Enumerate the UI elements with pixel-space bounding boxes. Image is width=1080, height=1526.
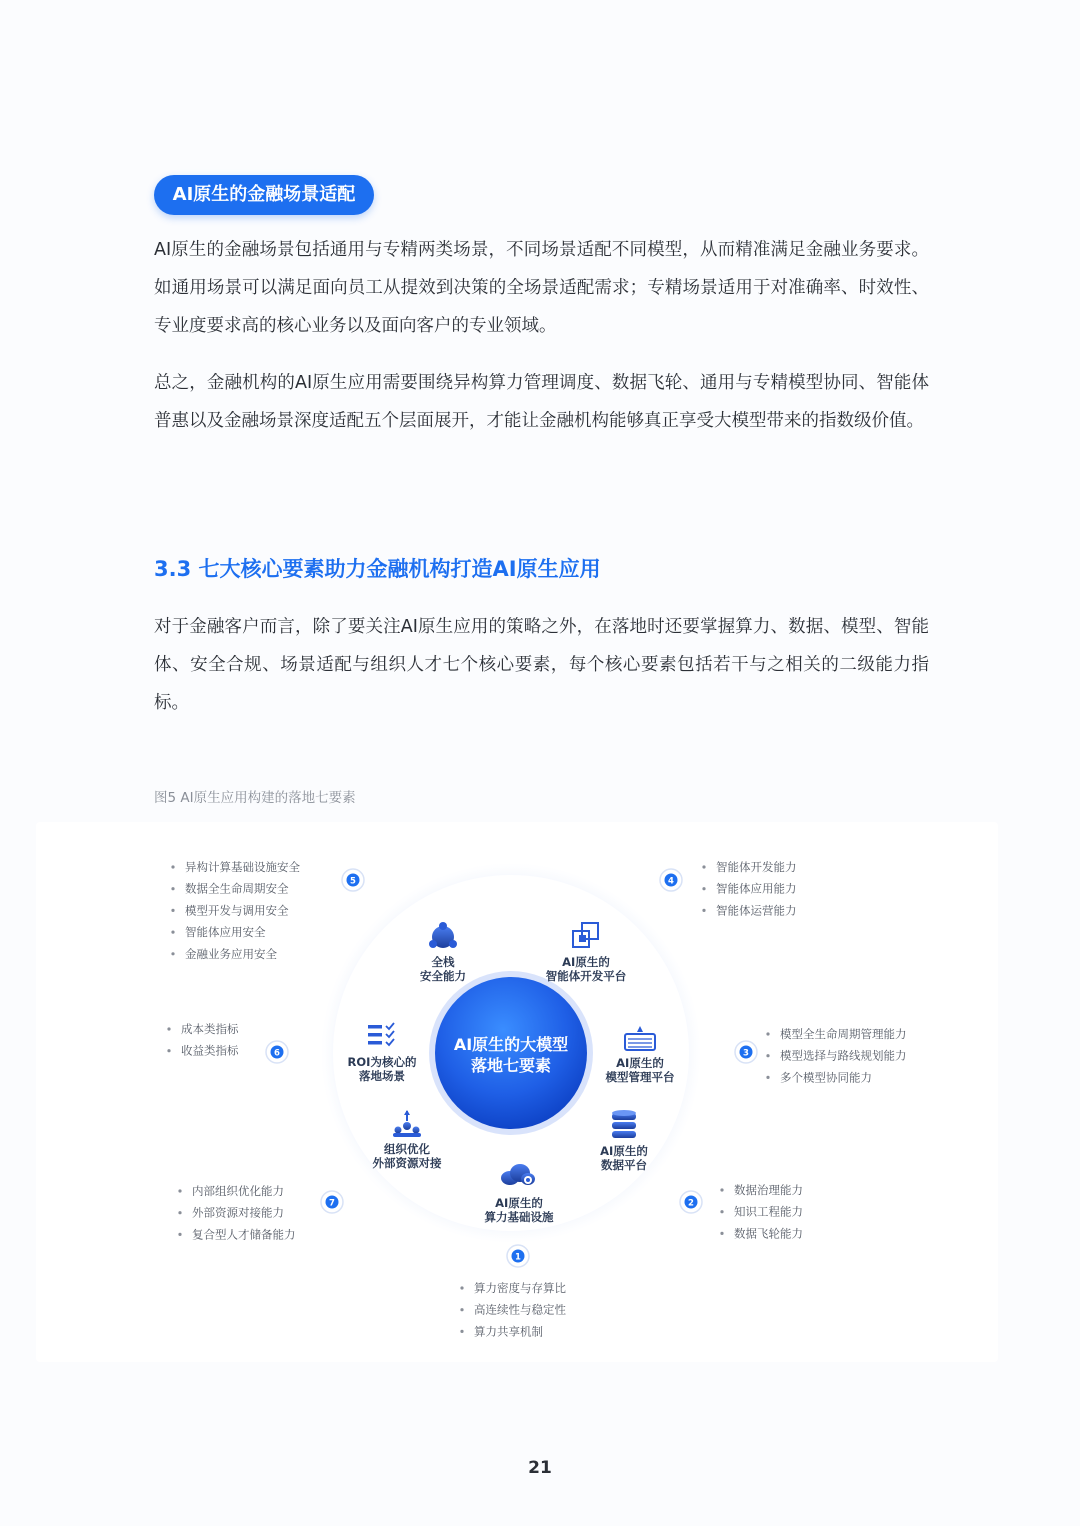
element-4-item: 智能体应用能力 [716,881,797,896]
element-7-badge-number: 7 [329,1198,335,1209]
element-1-item: 算力共享机制 [474,1324,543,1339]
element-2-item: 数据治理能力 [734,1183,803,1197]
bullet-dot [702,909,705,912]
bullet-dot [178,1233,181,1236]
bullet-dot [178,1211,181,1214]
element-5-item: 智能体应用安全 [185,925,266,940]
center-subtitle: 落地七要素 [470,1056,552,1075]
bullet-dot [766,1032,769,1035]
bullet-dot [720,1232,723,1235]
bullet-dot [171,887,174,890]
element-6-label-line1: ROI为核心的 [347,1055,417,1069]
bullet-dot [460,1330,463,1333]
element-4-label-line1: AI原生的 [562,955,610,969]
element-3-item: 多个模型协同能力 [780,1070,872,1085]
element-4-label-line2: 智能体开发平台 [545,969,627,983]
element-6-label-line2: 落地场景 [359,1069,405,1083]
bullet-dot [171,931,174,934]
element-3-label-line1: AI原生的 [616,1056,664,1070]
element-5-badge-number: 5 [350,876,356,887]
element-1-item: 算力密度与存算比 [474,1281,566,1295]
element-2-label-line2: 数据平台 [601,1158,647,1172]
bullet-dot [702,865,705,868]
page-number: 21 [528,1458,552,1478]
paragraph-core-elements: 对于金融客户而言，除了要关注AI原生应用的策略之外，在落地时还要掌握算力、数据、模型、智能体、安全合规、场景适配与组织人才七个核心要素，每个核心要素包括若干与之相关的二级能力指标。 [154,617,929,713]
bullet-dot [720,1188,723,1191]
element-7-item: 复合型人才储备能力 [192,1227,296,1242]
database-icon [612,1110,636,1138]
element-5-item: 金融业务应用安全 [185,946,277,961]
element-5-label-line2: 安全能力 [420,969,466,983]
element-3-label-line2: 模型管理平台 [605,1070,675,1084]
element-5-item: 数据全生命周期安全 [185,881,289,896]
element-7-item: 内部组织优化能力 [192,1184,284,1198]
bullet-dot [460,1286,463,1289]
element-6-badge-number: 6 [274,1048,280,1059]
bullet-dot [171,865,174,868]
element-2-label-line1: AI原生的 [600,1144,648,1158]
element-5-item: 异构计算基础设施安全 [185,860,300,874]
bullet-dot [167,1049,170,1052]
element-4-item: 智能体开发能力 [716,860,797,874]
section-heading: 3.3 七大核心要素助力金融机构打造AI原生应用 [154,557,601,581]
element-3-item: 模型选择与路线规划能力 [780,1048,907,1063]
element-4-item: 智能体运营能力 [716,903,797,918]
section-pill: AI原生的金融场景适配 [154,175,374,215]
element-6-item: 成本类指标 [181,1022,239,1036]
bullet-dot [766,1054,769,1057]
bullet-dot [171,909,174,912]
bullet-dot [167,1027,170,1030]
bullet-dot [702,887,705,890]
bullet-dot [460,1308,463,1311]
element-4-badge-number: 4 [668,876,674,887]
center-title: AI原生的大模型 [453,1035,569,1054]
bullet-dot [171,952,174,955]
element-3-badge-number: 3 [743,1048,749,1059]
element-7-label-line1: 组织优化 [384,1142,430,1156]
bullet-dot [720,1210,723,1213]
element-7-label-line2: 外部资源对接 [372,1156,442,1170]
paragraph-summary: 总之，金融机构的AI原生应用需要围绕异构算力管理调度、数据飞轮、通用与专精模型协同、智能体普惠以及金融场景深度适配五个层面展开，才能让金融机构能够真正享受大模型带来的指数级价值。 [154,373,929,431]
figure-caption: 图5 AI原生应用构建的落地七要素 [154,790,356,806]
paragraph-scenarios: AI原生的金融场景包括通用与专精两类场景，不同场景适配不同模型，从而精准满足金融业务要求。如通用场景可以满足面向员工从提效到决策的全场景适配需求；专精场景适用于对准确率、时效性、专业度要求高的核心业务以及面向客户的专业领域。 [154,240,929,336]
element-1-label-line2: 算力基础设施 [484,1210,554,1224]
element-1-label-line1: AI原生的 [495,1196,543,1210]
element-3-item: 模型全生命周期管理能力 [780,1027,907,1041]
element-2-badge-number: 2 [688,1198,694,1209]
element-2-item: 数据飞轮能力 [734,1226,803,1241]
element-5-label-line1: 全栈 [431,955,455,969]
element-2-item: 知识工程能力 [734,1204,803,1219]
element-6-item: 收益类指标 [181,1043,239,1058]
element-7-item: 外部资源对接能力 [192,1205,284,1220]
element-1-badge-number: 1 [515,1252,521,1263]
element-5-item: 模型开发与调用安全 [185,903,289,918]
bullet-dot [178,1189,181,1192]
element-1-item: 高连续性与稳定性 [474,1302,566,1317]
bullet-dot [766,1076,769,1079]
